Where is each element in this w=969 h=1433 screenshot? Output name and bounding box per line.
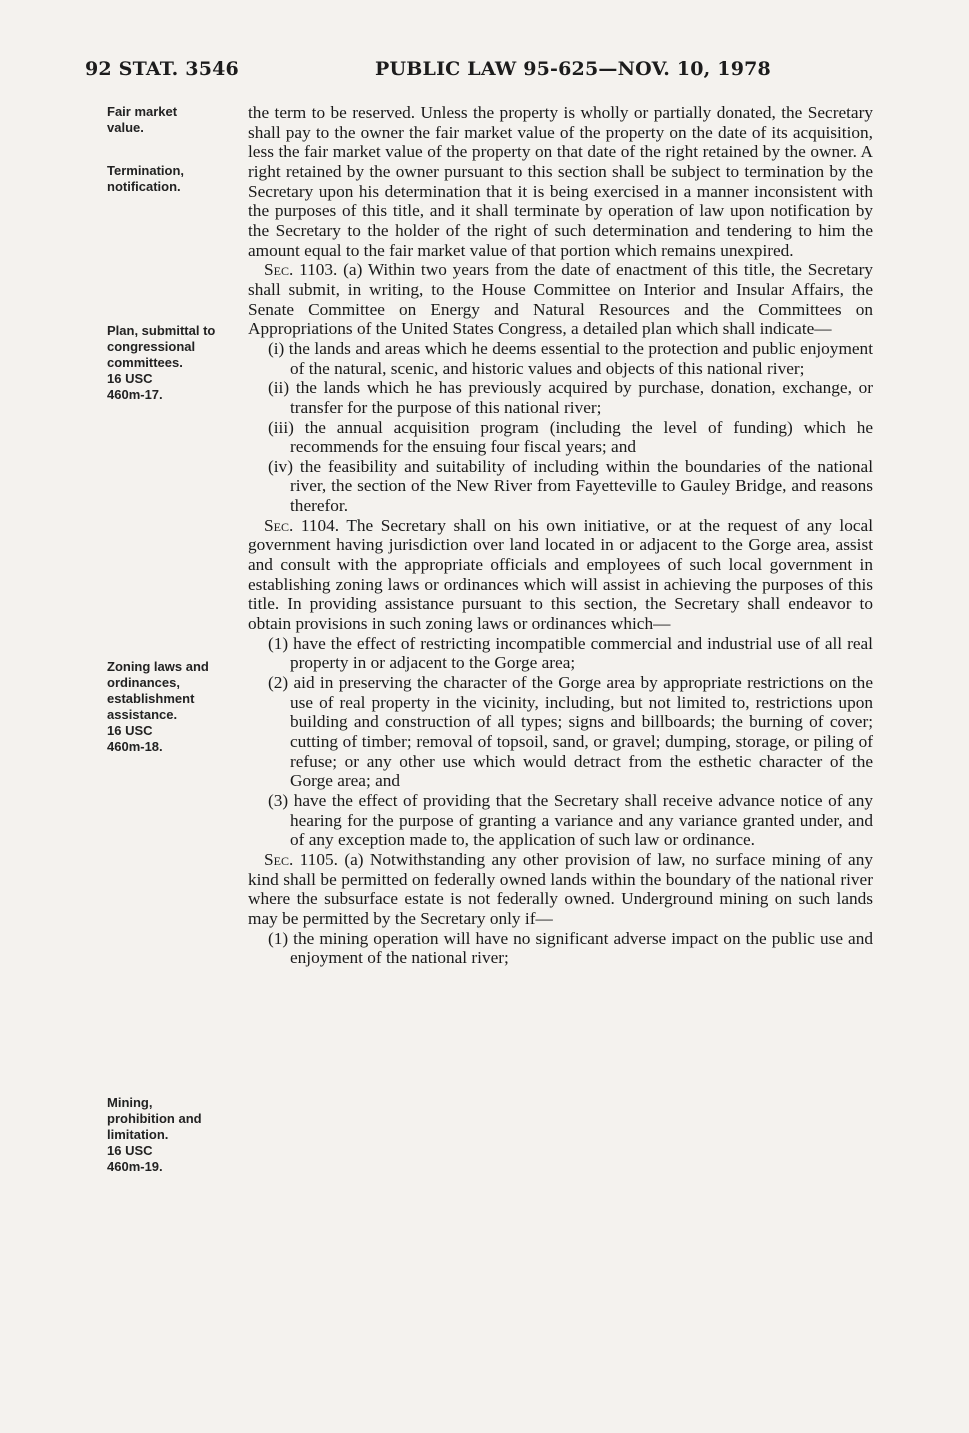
margin-note-fair-market-value: Fair market value. [107,104,178,135]
public-law-title: PUBLIC LAW 95-625—NOV. 10, 1978 [375,58,771,80]
margin-note-mining: Mining, prohibition and limitation. 16 USC 460m-19. [107,1095,202,1174]
page-header [0,58,969,86]
margin-note-termination: Termination, notification. [107,163,185,194]
section-1104-item: (2) aid in preserving the character of the Gorge area by appropriate restrictions on the use of real property in the vicinity, including, but not limited to, restrictions upon building and construction of all types; signs and billboards; the burning of cover; cutting of timber; removal of topsoil, sand, or gravel; dumping, storage, or piling of refuse; or any other use which would detract from the esthetic character of the Gorge area; and [268,673,873,791]
section-1104-item: (3) have the effect of providing that the Secretary shall receive advance notice of any hearing for the purpose of granting a variance and any variance granted under, and of any exception made to, the application of such law or ordinance. [268,790,873,850]
section-1105-item: (1) the mining operation will have no significant adverse impact on the public use and enjoyment of the national river; [268,928,873,968]
section-1103-item: (ii) the lands which he has previously acquired by purchase, donation, exchange, or transfer for the purpose of this national river; [268,378,873,417]
section-1105: Sec. 1105. (a) Notwithstanding any other provision of law, no surface mining of any kind shall be permitted on federally owned lands within the boundary of the national river where the subsurface estate is not federally owned. Underground mining on such lands may be permitted by the Secretary only if— [248,849,874,928]
section-1103-item: (iii) the annual acquisition program (including the level of funding) which he recommends for the ensuing four fiscal years; and [268,417,873,457]
section-1104: Sec. 1104. The Secretary shall on his own initiative, or at the request of any local government having jurisdiction over land located in or adjacent to the Gorge area, assist and consult with the appropriate officials and employees of such local government in establishing zoning laws or ordinances which will assist in achieving the purposes of this title. In providing assistance pursuant to this section, the Secretary shall endeavor to obtain provisions in such zoning laws or ordinances which— [248,515,874,634]
section-1104-item: (1) have the effect of restricting incompatible commercial and industrial use of all real property in or adjacent to the Gorge area; [268,633,873,673]
margin-note-plan-submittal: Plan, submittal to congressional committees. 16 USC 460m-17. [107,323,216,402]
section-1103: Sec. 1103. (a) Within two years from the date of enactment of this title, the Secretary shall submit, in writing, to the House Committee on Interior and Insular Affairs, the Senate Committee on Energy and Natural Resources and the Committees on Appropriations of the United States Congress, a detailed plan which shall indicate— [248,260,874,339]
statute-page-number: 92 STAT. 3546 [85,58,239,80]
section-label: Sec. 1105. [264,849,338,869]
continued-paragraph: the term to be reserved. Unless the property is wholly or partially donated, the Secretary shall pay to the owner the fair market value of the property on the date of its acquisition, less the fair market value of the property on that date of the right retained by the owner. A right retained by the owner pursuant to this section shall be subject to termination by the Secretary upon his determination that it is being exercised in a manner inconsistent with the purposes of this title, and it shall terminate by operation of law upon notification by the Secretary to the holder of the right of such determination and tendering to him the amount equal to the fair market value of that portion which remains unexpired. [248,103,873,260]
section-label: Sec. 1103. [264,260,338,280]
section-1103-item: (i) the lands and areas which he deems essential to the protection and public enjoyment of the natural, scenic, and historic values and objects of this national river; [268,338,873,378]
margin-note-zoning-laws: Zoning laws and ordinances, establishment assistance. 16 USC 460m-18. [107,659,209,754]
section-label: Sec. 1104. [264,515,340,535]
statute-body-text [248,103,873,968]
section-1103-item: (iv) the feasibility and suitability of including within the boundaries of the national river, the section of the New River from Fayetteville to Gauley Bridge, and reasons therefor. [268,456,873,516]
